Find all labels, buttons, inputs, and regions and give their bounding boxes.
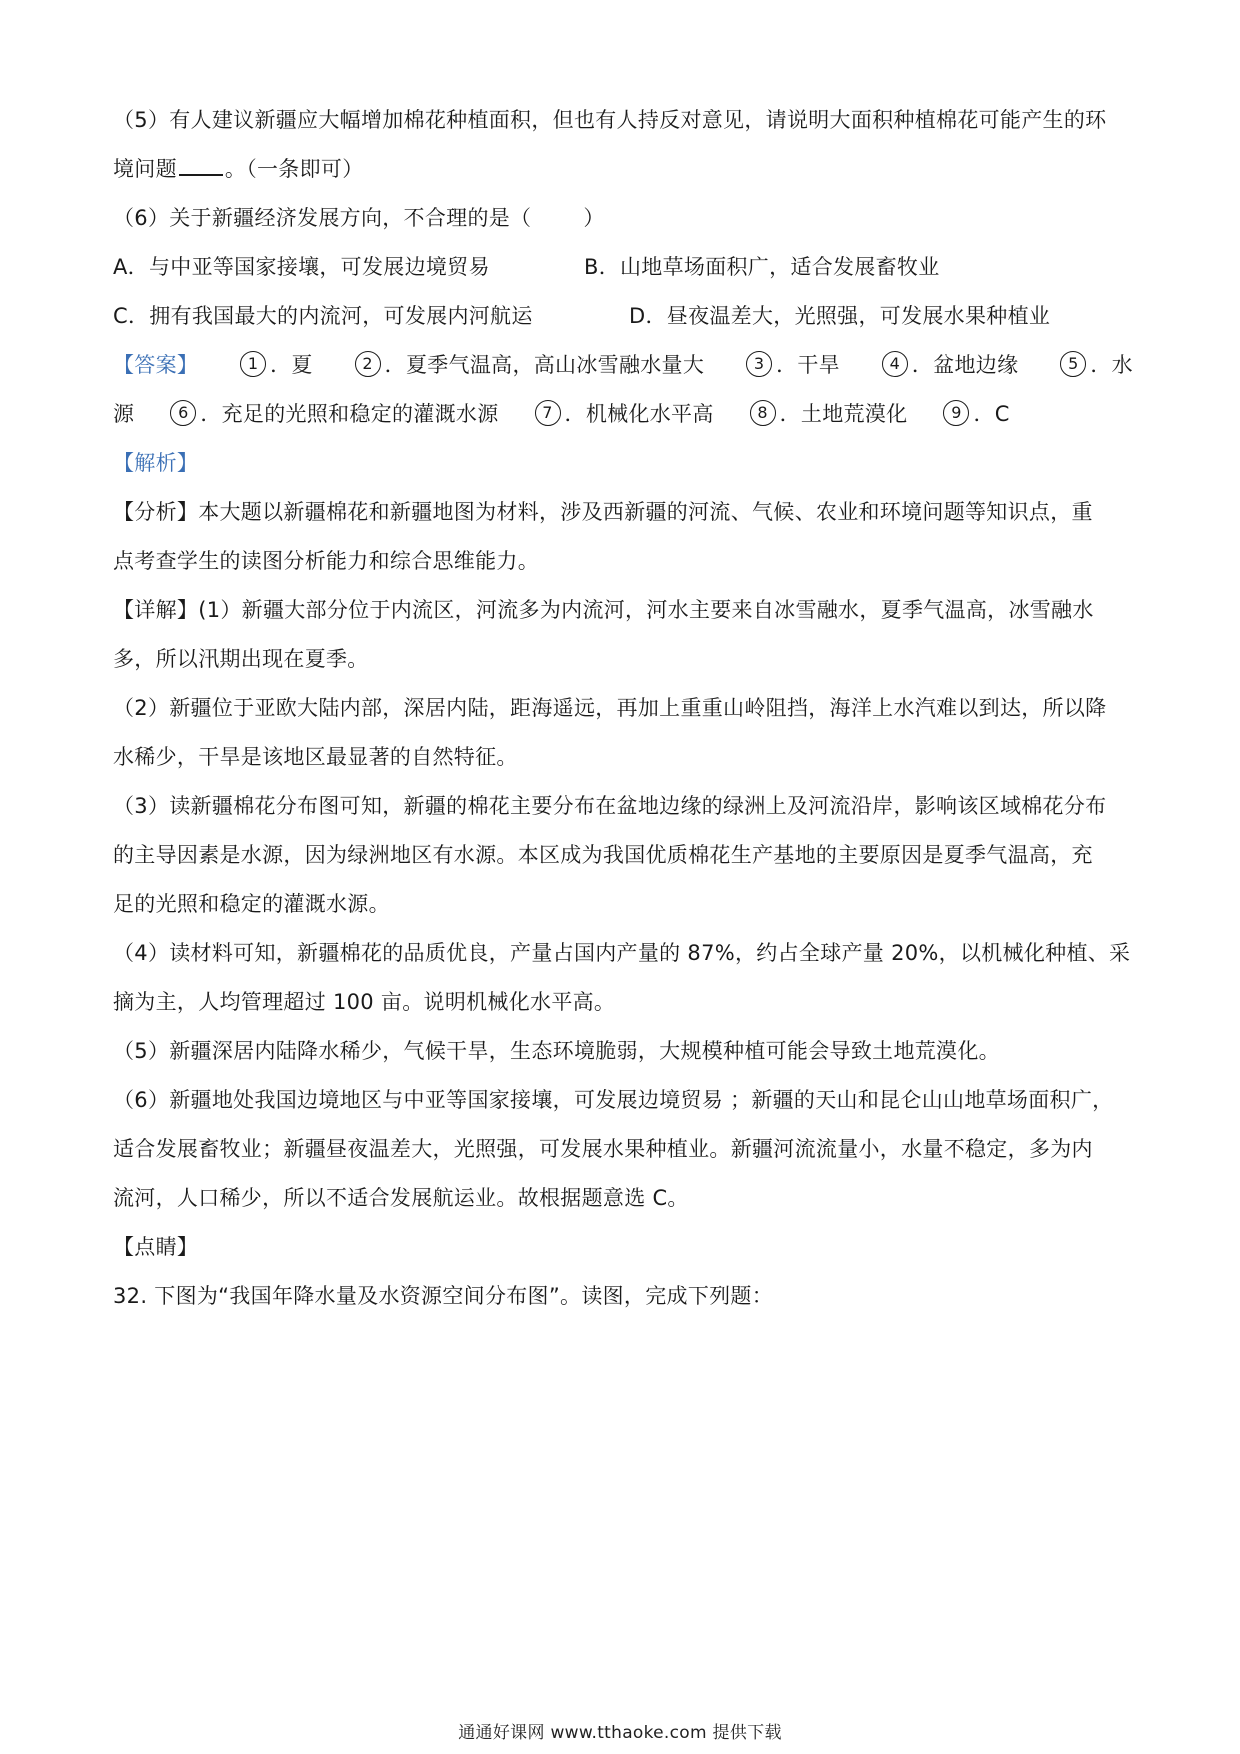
dianjing-tag: 【点睛】 [113, 1235, 199, 1259]
answer-item-8-text: ．土地荒漠化 [779, 402, 908, 426]
answer-item-9 [943, 390, 1009, 439]
circled-number-4: 4 [882, 351, 908, 377]
fenxi-line-1: 【分析】本大题以新疆棉花和新疆地图为材料，涉及西新疆的河流、气候、农业和环境问题等知识点，重 [113, 500, 1093, 524]
question-32: 32. 下图为“我国年降水量及水资源空间分布图”。读图，完成下列题： [113, 1284, 774, 1308]
detail-1-line-2: 多，所以汛期出现在夏季。 [113, 647, 369, 671]
q6-stem-text: （6）关于新疆经济发展方向，不合理的是（ [113, 206, 532, 230]
q5-text-before-blank: 境问题 [113, 157, 177, 181]
answer-item-3-text: ．干旱 [776, 353, 840, 377]
detail-6-line-3: 流河，人口稀少，所以不适合发展航运业。故根据题意选 C。 [113, 1186, 689, 1210]
footer-credit: 通通好课网 www.tthaoke.com 提供下载 [458, 1723, 782, 1743]
detail-3-line-2: 的主导因素是水源，因为绿洲地区有水源。本区成为我国优质棉花生产基地的主要原因是夏季气温高，充 [113, 843, 1093, 867]
option-c: C．拥有我国最大的内流河，可发展内河航运 [113, 304, 533, 328]
q6-stem [113, 194, 1133, 243]
answer-item-4 [882, 341, 1019, 390]
analysis-tag-text: 【解析】 [113, 451, 199, 475]
answer-item-4-text: ．盆地边缘 [911, 353, 1019, 377]
answer-item-6-text: ．充足的光照和稳定的灌溉水源 [200, 402, 499, 426]
answer-item-5 [1060, 341, 1133, 390]
fenxi-line-2: 点考查学生的读图分析能力和综合思维能力。 [113, 549, 539, 573]
answer-block [113, 341, 1133, 439]
answer-item-2-text: ．夏季气温高，高山冰雪融水量大 [384, 353, 705, 377]
option-a: A．与中亚等国家接壤，可发展边境贸易 [113, 255, 490, 279]
option-d: D．昼夜温差大，光照强，可发展水果种植业 [629, 304, 1051, 328]
answer-item-3 [746, 341, 840, 390]
answer-item-8 [750, 390, 908, 439]
q6-options-row-2 [113, 292, 1133, 341]
answer-item-2 [355, 341, 705, 390]
detail-1-line-1: 【详解】(1）新疆大部分位于内流区，河流多为内流河，河水主要来自冰雪融水，夏季气温高，冰雪融水 [113, 598, 1094, 622]
document-page [113, 96, 1133, 1321]
answer-tag: 【答案】 [113, 353, 199, 377]
answer-line-2 [113, 390, 1133, 439]
circled-number-9: 9 [943, 400, 969, 426]
answer-blank [179, 154, 223, 176]
circled-number-6: 6 [170, 400, 196, 426]
answer-line-1 [113, 341, 1133, 390]
answer-item-1 [240, 341, 313, 390]
detail-2-line-1: （2）新疆位于亚欧大陆内部，深居内陆，距海遥远，再加上重重山岭阻挡，海洋上水汽难以到达，所以降 [113, 696, 1107, 720]
circled-number-3: 3 [746, 351, 772, 377]
detail-4-line-1: （4）读材料可知，新疆棉花的品质优良，产量占国内产量的 87%，约占全球产量 20%，以机械化种植、采 [113, 941, 1131, 965]
answer-item-5-text: ．水 [1090, 353, 1133, 377]
answer-item-7 [535, 390, 714, 439]
answer-item-7-text: ．机械化水平高 [564, 402, 714, 426]
detail-5-line-1: （5）新疆深居内陆降水稀少，气候干旱，生态环境脆弱，大规模种植可能会导致土地荒漠化。 [113, 1039, 1000, 1063]
answer-line-2-lead: 源 [113, 402, 135, 426]
detail-6-line-1: （6）新疆地处我国边境地区与中亚等国家接壤，可发展边境贸易 ；新疆的天山和昆仑山山地草场面积广， [113, 1088, 1114, 1112]
answer-item-1-text: ．夏 [270, 353, 313, 377]
circled-number-5: 5 [1060, 351, 1086, 377]
detail-6-line-2: 适合发展畜牧业；新疆昼夜温差大，光照强，可发展水果种植业。新疆河流流量小，水量不稳定，多为内 [113, 1137, 1093, 1161]
q5-text-after-blank: 。（一条即可） [224, 157, 364, 181]
option-b: B．山地草场面积广，适合发展畜牧业 [584, 255, 940, 279]
detail-2-line-2: 水稀少，干旱是该地区最显著的自然特征。 [113, 745, 518, 769]
answer-item-9-text: ．C [973, 402, 1010, 426]
q6-options-row-1 [113, 243, 1133, 292]
circled-number-8: 8 [750, 400, 776, 426]
detail-4-line-2: 摘为主，人均管理超过 100 亩。说明机械化水平高。 [113, 990, 616, 1014]
circled-number-7: 7 [535, 400, 561, 426]
circled-number-1: 1 [240, 351, 266, 377]
detail-3-line-1: （3）读新疆棉花分布图可知，新疆的棉花主要分布在盆地边缘的绿洲上及河流沿岸，影响该区域棉花分布 [113, 794, 1107, 818]
answer-item-6 [170, 390, 498, 439]
detail-3-line-3: 足的光照和稳定的灌溉水源。 [113, 892, 390, 916]
q6-stem-close: ） [583, 206, 605, 230]
q5-line-2 [113, 145, 1133, 194]
q5-line-1: （5）有人建议新疆应大幅增加棉花种植面积，但也有人持反对意见，请说明大面积种植棉花可能产生的环 [113, 108, 1107, 132]
analysis-tag [113, 439, 1133, 488]
circled-number-2: 2 [355, 351, 381, 377]
